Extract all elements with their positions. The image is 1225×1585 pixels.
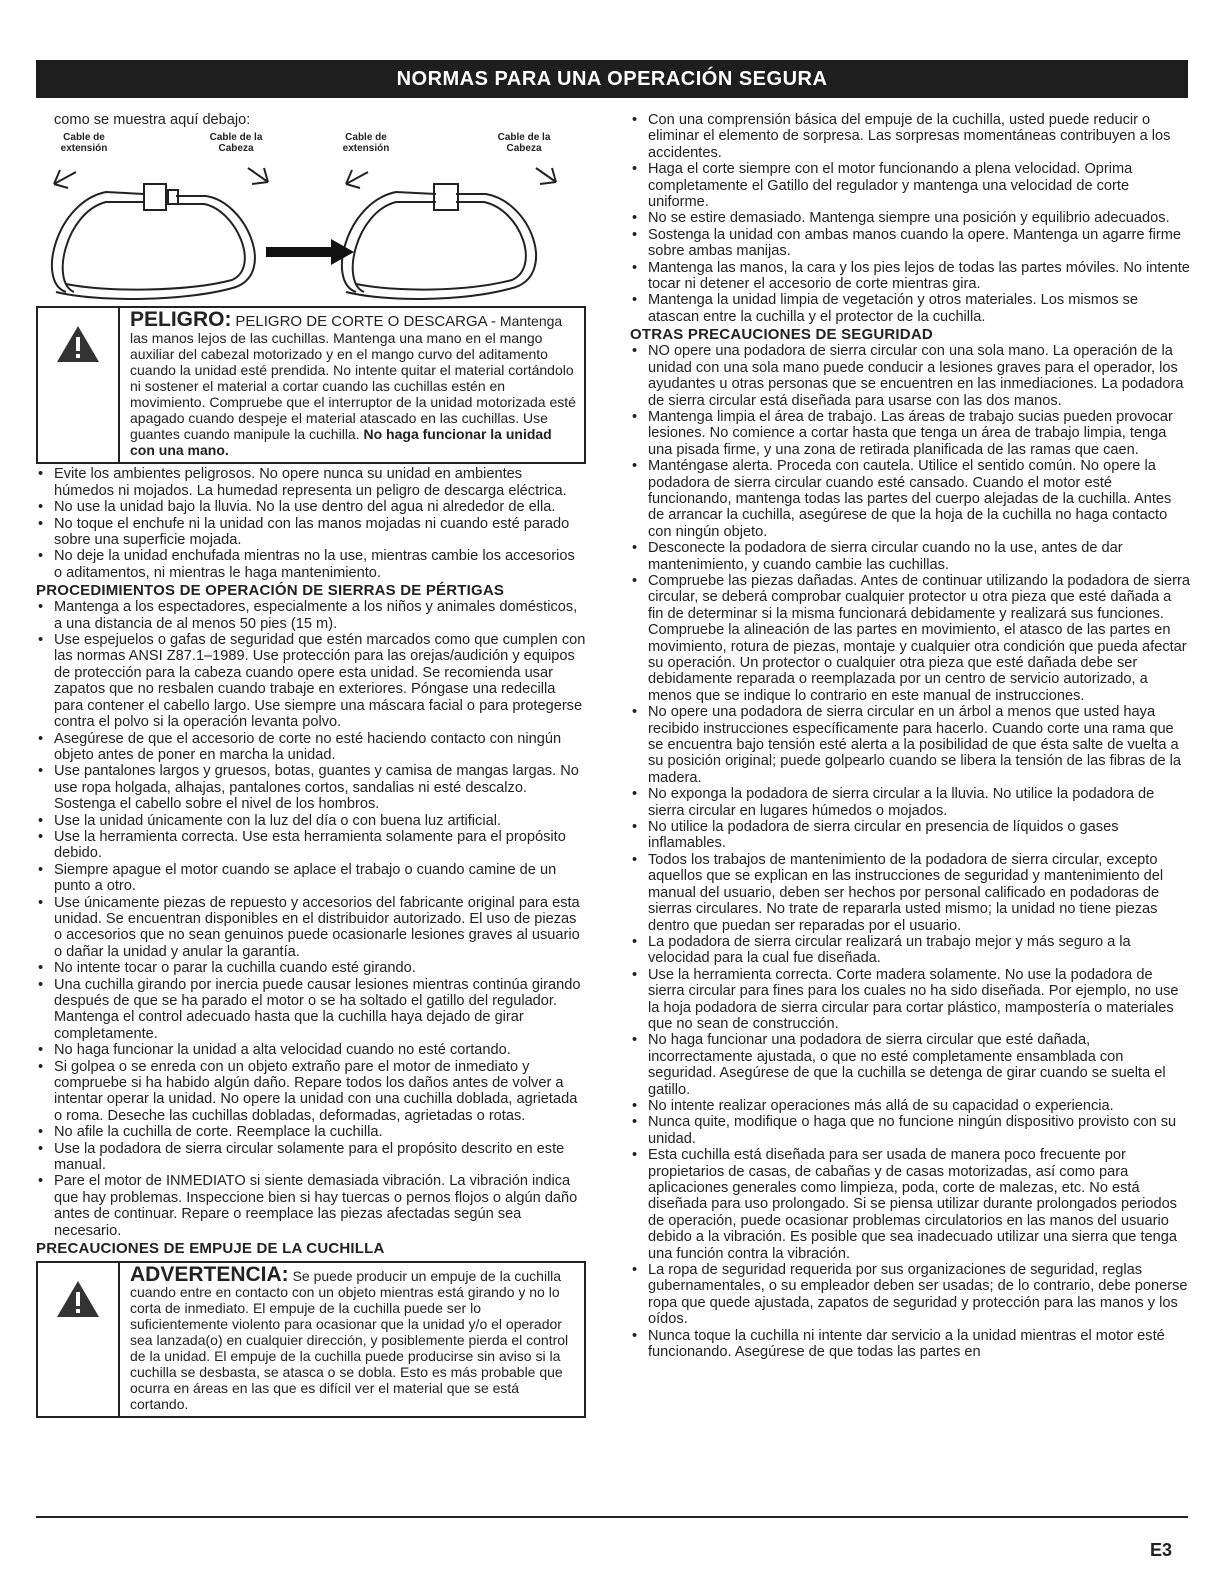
- list-item: • Haga el corte siempre con el motor funcionando a plena velocidad. Oprima completamente el Gatillo del regulador y mantenga una velocidad de corte uniforme.: [630, 161, 1190, 210]
- intro-text: como se muestra aquí debajo:: [54, 112, 251, 128]
- list-item: • Mantenga la unidad limpia de vegetación y otros materiales. Los mismos se atascan entre la cuchilla y el protector de la cuchilla.: [630, 292, 1190, 325]
- heading-pole-saw-procedures: PROCEDIMIENTOS DE OPERACIÓN DE SIERRAS DE PÉRTIGAS: [36, 582, 505, 600]
- footer-divider: [36, 1516, 1188, 1518]
- list-item: • La podadora de sierra circular realizará un trabajo mejor y más seguro a la velocidad para la cual fue diseñada.: [630, 934, 1190, 967]
- list-item: • Desconecte la podadora de sierra circular cuando no la use, antes de dar mantenimiento, y cuando cambie las cuchillas.: [630, 540, 1190, 573]
- list-item: • No haga funcionar una podadora de sierra circular que esté dañada, incorrectamente ajustada, o que no esté completamente ensamblada con seguridad. Asegúrese de que la cuchilla se detenga de girar cuando se suelta el gatillo.: [630, 1032, 1190, 1098]
- list-item: • Use la podadora de sierra circular solamente para el propósito descrito en este manual.: [36, 1141, 586, 1174]
- danger-box: [36, 306, 586, 464]
- left-column: [36, 112, 586, 1420]
- list-item: • Mantenga las manos, la cara y los pies lejos de todas las partes móviles. No intente tocar ni detener el accesorio de corte mientras gira.: [630, 260, 1190, 293]
- label-extension-cord-1: Cable de extensión: [60, 132, 108, 155]
- list-item: • Pare el motor de INMEDIATO si siente demasiada vibración. La vibración indica que hay problemas. Inspeccione bien si hay tuercas o pernos flojos o algún daño antes de continuar. Repare o reemplace las piezas afectadas según sea necesario.: [36, 1173, 586, 1239]
- list-item: • No utilice la podadora de sierra circular en presencia de líquidos o gases inflamables.: [630, 819, 1190, 852]
- list-item: • NO opere una podadora de sierra circular con una sola mano. La operación de la unidad con una sola mano puede conducir a lesiones graves para el operador, los ayudantes u otras personas que se encuentren en las inmediaciones. La podadora de sierra circular está diseñada para usarse con las dos manos.: [630, 343, 1190, 409]
- list-item: • Use pantalones largos y gruesos, botas, guantes y camisa de mangas largas. No use ropa holgada, alhajas, pantalones cortos, sandalias ni esté descalzo. Sostenga el cabello sobre el nivel de los hombros.: [36, 763, 586, 812]
- list-item: • No use la unidad bajo la lluvia. No la use dentro del agua ni alrededor de ella.: [36, 499, 586, 515]
- list-item: • Evite los ambientes peligrosos. No opere nunca su unidad en ambientes húmedos ni mojados. La humedad representa un peligro de descarga eléctrica.: [36, 466, 586, 499]
- list-item: • Una cuchilla girando por inercia puede causar lesiones mientras continúa girando después de que se ha parado el motor o se ha soltado el gatillo del regulador. Mantenga el control adecuado hasta que la cuchilla haya dejado de girar completamente.: [36, 977, 586, 1043]
- label-extension-cord-2: Cable de extensión: [342, 132, 390, 155]
- list-item: • No deje la unidad enchufada mientras no la use, mientras cambie los accesorios o aditamentos, ni mientras le haga mantenimiento.: [36, 548, 586, 581]
- danger-subtitle: PELIGRO DE CORTE O DESCARGA -: [235, 313, 497, 331]
- list-item: • Use únicamente piezas de repuesto y accesorios del fabricante original para esta unidad. Se encuentran disponibles en el distribuidor autorizado. El uso de piezas o accesorios que no sean genuinos puede ocasionarle lesiones graves al usuario o dañar la unidad y anular la garantía.: [36, 895, 586, 961]
- list-item: • Todos los trabajos de mantenimiento de la podadora de sierra circular, excepto aquellos que se explican en las instrucciones de seguridad y mantenimiento del manual del usuario, deben ser hechos por personal calificado en podadoras de sierras circulares. No trate de repararla usted mismo; la unidad no tiene piezas dentro que puedan ser reparadas por el usuario.: [630, 852, 1190, 934]
- section-header: [36, 60, 1188, 98]
- list-item: • Use la unidad únicamente con la luz del día o con buena luz artificial.: [36, 813, 586, 829]
- list-item: • No intente tocar o parar la cuchilla cuando esté girando.: [36, 960, 586, 976]
- label-head-cord-1: Cable de la Cabeza: [209, 132, 263, 155]
- heading-blade-thrust: PRECAUCIONES DE EMPUJE DE LA CUCHILLA: [36, 1240, 385, 1258]
- warning-triangle-icon: [38, 308, 118, 462]
- section-title: NORMAS PARA UNA OPERACIÓN SEGURA: [396, 67, 828, 90]
- list-item: • No exponga la podadora de sierra circular a la lluvia. No utilice la podadora de sierra circular en lugares húmedos o mojados.: [630, 786, 1190, 819]
- danger-text: [118, 308, 584, 462]
- danger-word: PELIGRO:: [130, 308, 232, 332]
- list-item: • No intente realizar operaciones más allá de su capacidad o experiencia.: [630, 1098, 1190, 1114]
- list-item: • Nunca toque la cuchilla ni intente dar servicio a la unidad mientras el motor esté funcionando. Asegúrese de que todas las partes en: [630, 1328, 1190, 1361]
- list-item: • Compruebe las piezas dañadas. Antes de continuar utilizando la podadora de sierra circular, se deberá comprobar cualquier protector u otra pieza que esté dañada a fin de determinar si la misma funcionará debidamente y realizará sus funciones. Compruebe la alineación de las partes en movimiento, el atasco de las partes en movimiento, rotura de piezas, montaje y cualquier otra condición que pueda afectar su operación. Un protector o cualquier otra pieza que esté dañada debe ser debidamente reparada o reemplazada por un centro de servicio autorizado, a menos que se indique lo contrario en este manual de instrucciones.: [630, 573, 1190, 704]
- cord-diagram-svg: [36, 132, 576, 302]
- list-item: • No se estire demasiado. Mantenga siempre una posición y equilibrio adecuados.: [630, 210, 1190, 226]
- label-head-cord-2: Cable de la Cabeza: [497, 132, 551, 155]
- warning-triangle-icon: [38, 1263, 118, 1416]
- list-item: • Asegúrese de que el accesorio de corte no esté haciendo contacto con ningún objeto antes de poner en marcha la unidad.: [36, 731, 586, 764]
- list-item: • Mantenga limpia el área de trabajo. Las áreas de trabajo sucias pueden provocar lesiones. No comience a cortar hasta que tenga un área de trabajo limpia, tenga una pisada firme, y una zona de retirada planificada de las ramas que caen.: [630, 409, 1190, 458]
- list-item: • Use la herramienta correcta. Corte madera solamente. No use la podadora de sierra circular para fines para los cuales no ha sido diseñada. Por ejemplo, no use la hoja podadora de sierra circular para cortar plástico, mampostería o materiales que no sean de construcción.: [630, 967, 1190, 1033]
- list-item: • Con una comprensión básica del empuje de la cuchilla, usted puede reducir o eliminar el elemento de sorpresa. Las sorpresas momentáneas contribuyen a los accidentes.: [630, 112, 1190, 161]
- page-number: E3: [1150, 1540, 1173, 1560]
- right-arrow-icon: [266, 239, 354, 265]
- danger-body: Mantenga las manos lejos de las cuchillas. Mantenga una mano en el mango auxiliar del cabezal motorizado y en el mango curvo del aditamento cuando la unidad esté prendida. No intente quitar el material cortándolo ni sostener el material a cortar cuando las cuchillas estén en movimiento. Compruebe que el interruptor de la unidad motorizada esté apagado cuando despeje el material atascado en las cuchillas. Use guantes cuando manipule la cuchilla.: [130, 313, 576, 443]
- list-item: • Use la herramienta correcta. Use esta herramienta solamente para el propósito debido.: [36, 829, 586, 862]
- list-item: • Sostenga la unidad con ambas manos cuando la opere. Mantenga un agarre firme sobre ambas manijas.: [630, 227, 1190, 260]
- danger-bold-end: No haga funcionar la unidad con una mano.: [130, 426, 552, 459]
- list-item: • La ropa de seguridad requerida por sus organizaciones de seguridad, reglas gubernamentales, o su empleador deben ser usadas; de lo contrario, debe ponerse ropa que quede ajustada, zapatos de seguridad y protección para las manos y los oídos.: [630, 1262, 1190, 1328]
- list-item: • Nunca quite, modifique o haga que no funcione ningún dispositivo provisto con su unidad.: [630, 1114, 1190, 1147]
- list-item: • Mantenga a los espectadores, especialmente a los niños y animales domésticos, a una distancia de al menos 50 pies (15 m).: [36, 599, 586, 632]
- list-item: • No toque el enchufe ni la unidad con las manos mojadas ni cuando esté parado sobre una superficie mojada.: [36, 516, 586, 549]
- list-item: • Siempre apague el motor cuando se aplace el trabajo o cuando camine de un punto a otro.: [36, 862, 586, 895]
- cord-connection-diagram: [36, 132, 576, 302]
- warning-word: ADVERTENCIA:: [130, 1263, 289, 1287]
- warning-body: Se puede producir un empuje de la cuchilla cuando entre en contacto con un objeto mientras está girando y no lo corta de inmediato. El empuje de la cuchilla puede ser lo suficientemente violento para ocasionar que la unidad y/o el operador sea lanzada(o) en cualquier dirección, y posiblemente pierda el control de la unidad. El empuje de la cuchilla puede producirse sin aviso si la cuchilla se desbasta, se atasca o se dobla. Esto es más probable que ocurra en áreas en las que es difícil ver el material que se está cortando.: [130, 1268, 569, 1413]
- list-item: • No opere una podadora de sierra circular en un árbol a menos que usted haya recibido instrucciones específicamente para hacerlo. Cuando corte una rama que se encuentra bajo tensión esté alerta a la posibilidad de que ésta salte de vuelta a su posición original; puede golpearlo cuando se libera la tensión de las fibras de la madera.: [630, 704, 1190, 786]
- right-column: [630, 112, 1190, 1360]
- warning-text: [118, 1263, 584, 1416]
- list-item: • Manténgase alerta. Proceda con cautela. Utilice el sentido común. No opere la podadora de sierra circular cuando esté cansado. Cuando el motor esté funcionando, mantenga todas las partes del cuerpo alejadas de la cuchilla. Antes de arrancar la cuchilla, asegúrese de que la hoja de la cuchilla no haga contacto con ningún objeto.: [630, 458, 1190, 540]
- right-bullets-1: [630, 112, 1190, 325]
- left-bullets-2: [36, 599, 586, 1239]
- list-item: • Si golpea o se enreda con un objeto extraño pare el motor de inmediato y compruebe si ha habido algún daño. Repare todos los daños antes de volver a intentar operar la unidad. No opere la unidad con una cuchilla doblada, agrietada o roma. Deseche las cuchillas dobladas, deformadas, agrietadas o rotas.: [36, 1059, 586, 1125]
- right-bullets-2: [630, 343, 1190, 1360]
- list-item: • Esta cuchilla está diseñada para ser usada de manera poco frecuente por propietarios de casas, de cabañas y de casas motorizadas, así como para aplicaciones generales como limpieza, poda, corte de malezas, etc. No está diseñada para uso prolongado. Si se piensa utilizar durante prolongados periodos de operación, puede ocasionar problemas circulatorios en las manos del usuario debido a la vibración. Es posible que sea inadecuado utilizar una sierra que tenga una función contra la vibración.: [630, 1147, 1190, 1262]
- list-item: • No haga funcionar la unidad a alta velocidad cuando no esté cortando.: [36, 1042, 586, 1058]
- list-item: • Use espejuelos o gafas de seguridad que estén marcados como que cumplen con las normas ANSI Z87.1–1989. Use protección para las orejas/audición y equipos de protección para la cabeza cuando opere esta unidad. Se recomienda usar zapatos que no resbalen cuando trabaje en exteriores. Póngase una redecilla para contener el cabello largo. Use siempre una máscara facial o para protegerse contra el polvo si la operación levanta polvo.: [36, 632, 586, 730]
- heading-other-precautions: OTRAS PRECAUCIONES DE SEGURIDAD: [630, 326, 933, 344]
- left-bullets-1: [36, 466, 586, 581]
- list-item: • No afile la cuchilla de corte. Reemplace la cuchilla.: [36, 1124, 586, 1140]
- warning-box: [36, 1261, 586, 1418]
